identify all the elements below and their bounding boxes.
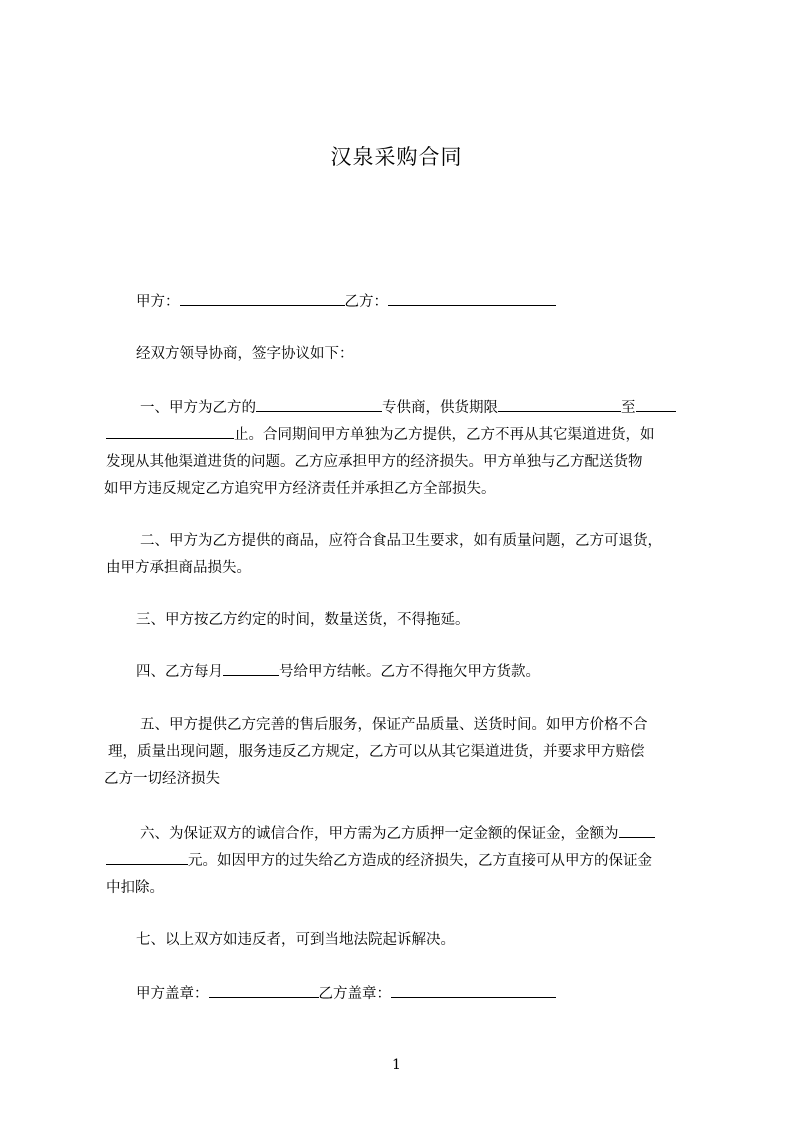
clause-1-line-3: 发现从其他渠道进货的问题。乙方应承担甲方的经济损失。甲方单独与乙方配送货物	[106, 454, 643, 470]
clause-6-text-b: 元。如因甲方的过失给乙方造成的经济损失，乙方直接可从甲方的保证金	[188, 853, 652, 869]
clause-1-text-b: 专供商，供货期限	[382, 400, 498, 416]
clause-1-line-2	[106, 424, 655, 446]
clause-6-line-2	[106, 850, 652, 872]
page-number: 1	[392, 1057, 401, 1073]
clause-5-line-1: 五、甲方提供乙方完善的售后服务，保证产品质量、送货时间。如甲方价格不合	[140, 717, 648, 733]
clause-1-blank-end-date-a	[636, 397, 676, 412]
clause-1-text-c: 至	[621, 400, 636, 416]
clause-2-line-2: 由甲方承担商品损失。	[106, 560, 251, 576]
clause-4-text-b: 号给甲方结帐。乙方不得拖欠甲方货款。	[279, 664, 540, 680]
party-b-blank	[388, 291, 556, 306]
clause-1-blank-end-date-b	[106, 424, 234, 439]
party-b-seal-label: 乙方盖章：	[318, 986, 391, 1002]
clause-2-line-1: 二、甲方为乙方提供的商品，应符合食品卫生要求，如有质量问题，乙方可退货，	[140, 533, 662, 549]
clause-6-blank-amount-b	[106, 850, 188, 865]
clause-4-line	[136, 661, 540, 683]
clause-1-blank-product	[256, 397, 382, 412]
party-b-seal-blank	[391, 983, 556, 998]
clause-7-text: 七、以上双方如违反者，可到当地法院起诉解决。	[136, 932, 455, 948]
page-title: 汉泉采购合同	[330, 145, 463, 169]
party-a-blank	[180, 291, 345, 306]
clause-4-blank-day	[223, 661, 279, 676]
clause-6-line-3: 中扣除。	[106, 880, 164, 896]
clause-3-text: 三、甲方按乙方约定的时间，数量送货，不得拖延。	[136, 612, 470, 628]
clause-5-line-3: 乙方一切经济损失	[104, 771, 220, 787]
party-a-seal-label: 甲方盖章：	[136, 986, 209, 1002]
clause-6-blank-amount-a	[619, 823, 655, 838]
clause-1-text-d: 止。合同期间甲方单独为乙方提供，乙方不再从其它渠道进货，如	[234, 427, 655, 443]
clause-6-text-a: 六、为保证双方的诚信合作，甲方需为乙方质押一定金额的保证金，金额为	[140, 826, 619, 842]
seals-line	[136, 983, 556, 1005]
clause-4-text-a: 四、乙方每月	[136, 664, 223, 680]
party-a-label: 甲方：	[136, 294, 180, 310]
clause-1-text-a: 一、甲方为乙方的	[140, 400, 256, 416]
clause-1-blank-start-date	[498, 397, 621, 412]
party-a-seal-blank	[209, 983, 319, 998]
parties-line	[136, 291, 556, 313]
clause-1-line-1	[140, 397, 676, 419]
clause-5-line-2: 理，质量出现问题，服务违反乙方规定，乙方可以从其它渠道进货，并要求甲方赔偿	[108, 744, 645, 760]
party-b-label: 乙方：	[344, 294, 388, 310]
clause-6-line-1	[140, 823, 655, 845]
clause-1-line-4: 如甲方违反规定乙方追究甲方经济责任并承担乙方全部损失。	[104, 481, 496, 497]
intro-text: 经双方领导协商，签字协议如下：	[136, 346, 354, 362]
